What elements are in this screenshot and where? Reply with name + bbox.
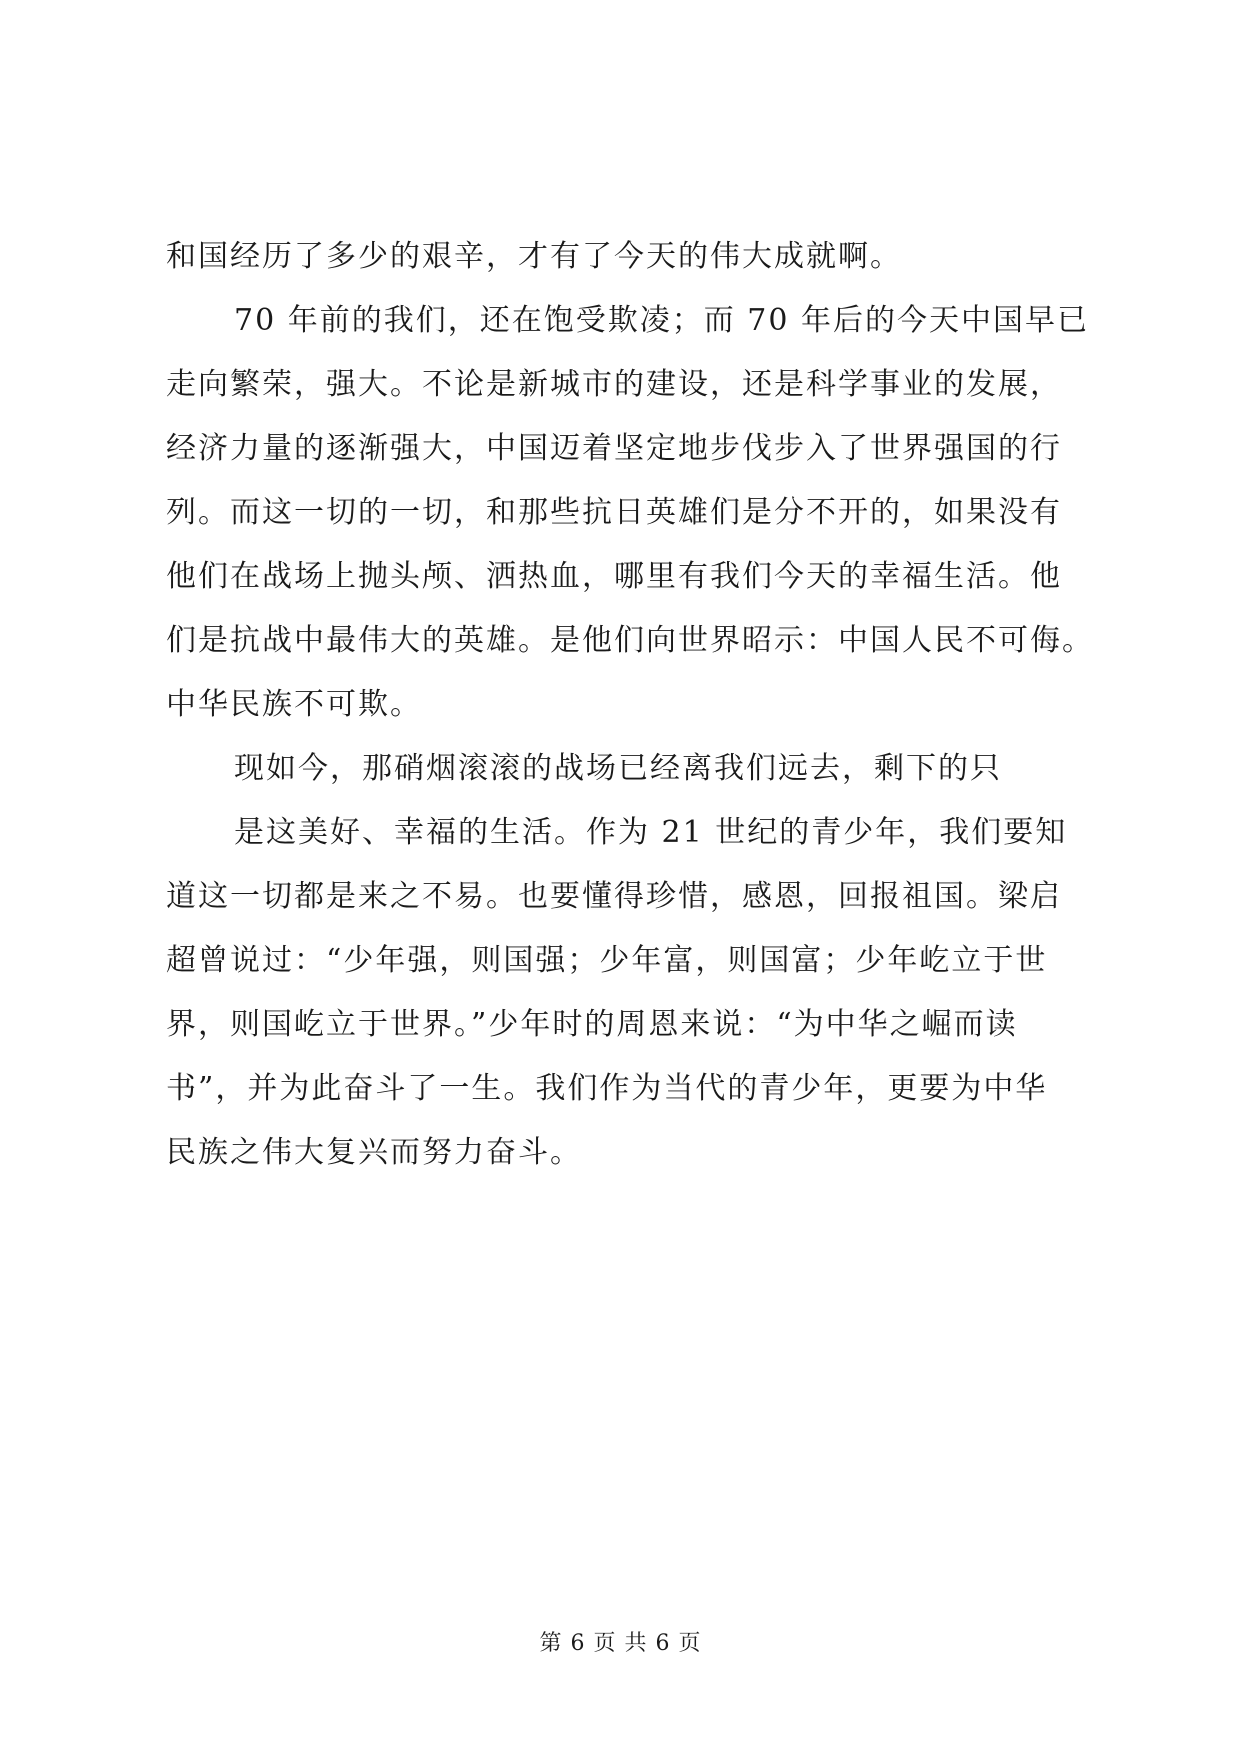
text-line: 经济力量的逐渐强大，中国迈着坚定地步伐步入了世界强国的行 [166,431,1062,466]
text-line: 70 年前的我们，还在饱受欺凌；而 70 年后的今天中国早已 [234,303,1089,338]
text-line: 界，则国屹立于世界。”少年时的周恩来说：“为中华之崛而读 [166,1007,1018,1042]
text-line: 他们在战场上抛头颅、洒热血，哪里有我们今天的幸福生活。他 [166,559,1062,594]
text-line: 和国经历了多少的艰辛，才有了今天的伟大成就啊。 [166,239,902,274]
text-line: 列。而这一切的一切，和那些抗日英雄们是分不开的，如果没有 [166,495,1062,530]
text-line: 是这美好、幸福的生活。作为 21 世纪的青少年，我们要知 [234,815,1068,850]
text-line: 道这一切都是来之不易。也要懂得珍惜，感恩，回报祖国。梁启 [166,879,1062,914]
text-line: 书”，并为此奋斗了一生。我们作为当代的青少年，更要为中华 [166,1071,1048,1106]
document-body [166,225,1096,1185]
text-line: 们是抗战中最伟大的英雄。是他们向世界昭示：中国人民不可侮。 [166,623,1094,658]
text-line: 走向繁荣，强大。不论是新城市的建设，还是科学事业的发展， [166,367,1062,402]
text-line: 超曾说过：“少年强，则国强；少年富，则国富；少年屹立于世 [166,943,1048,978]
page-footer: 第 6 页 共 6 页 [539,1631,702,1656]
text-line: 民族之伟大复兴而努力奋斗。 [166,1135,582,1170]
text-line: 中华民族不可欺。 [166,687,422,722]
text-line: 现如今，那硝烟滚滚的战场已经离我们远去，剩下的只 [234,751,1002,786]
